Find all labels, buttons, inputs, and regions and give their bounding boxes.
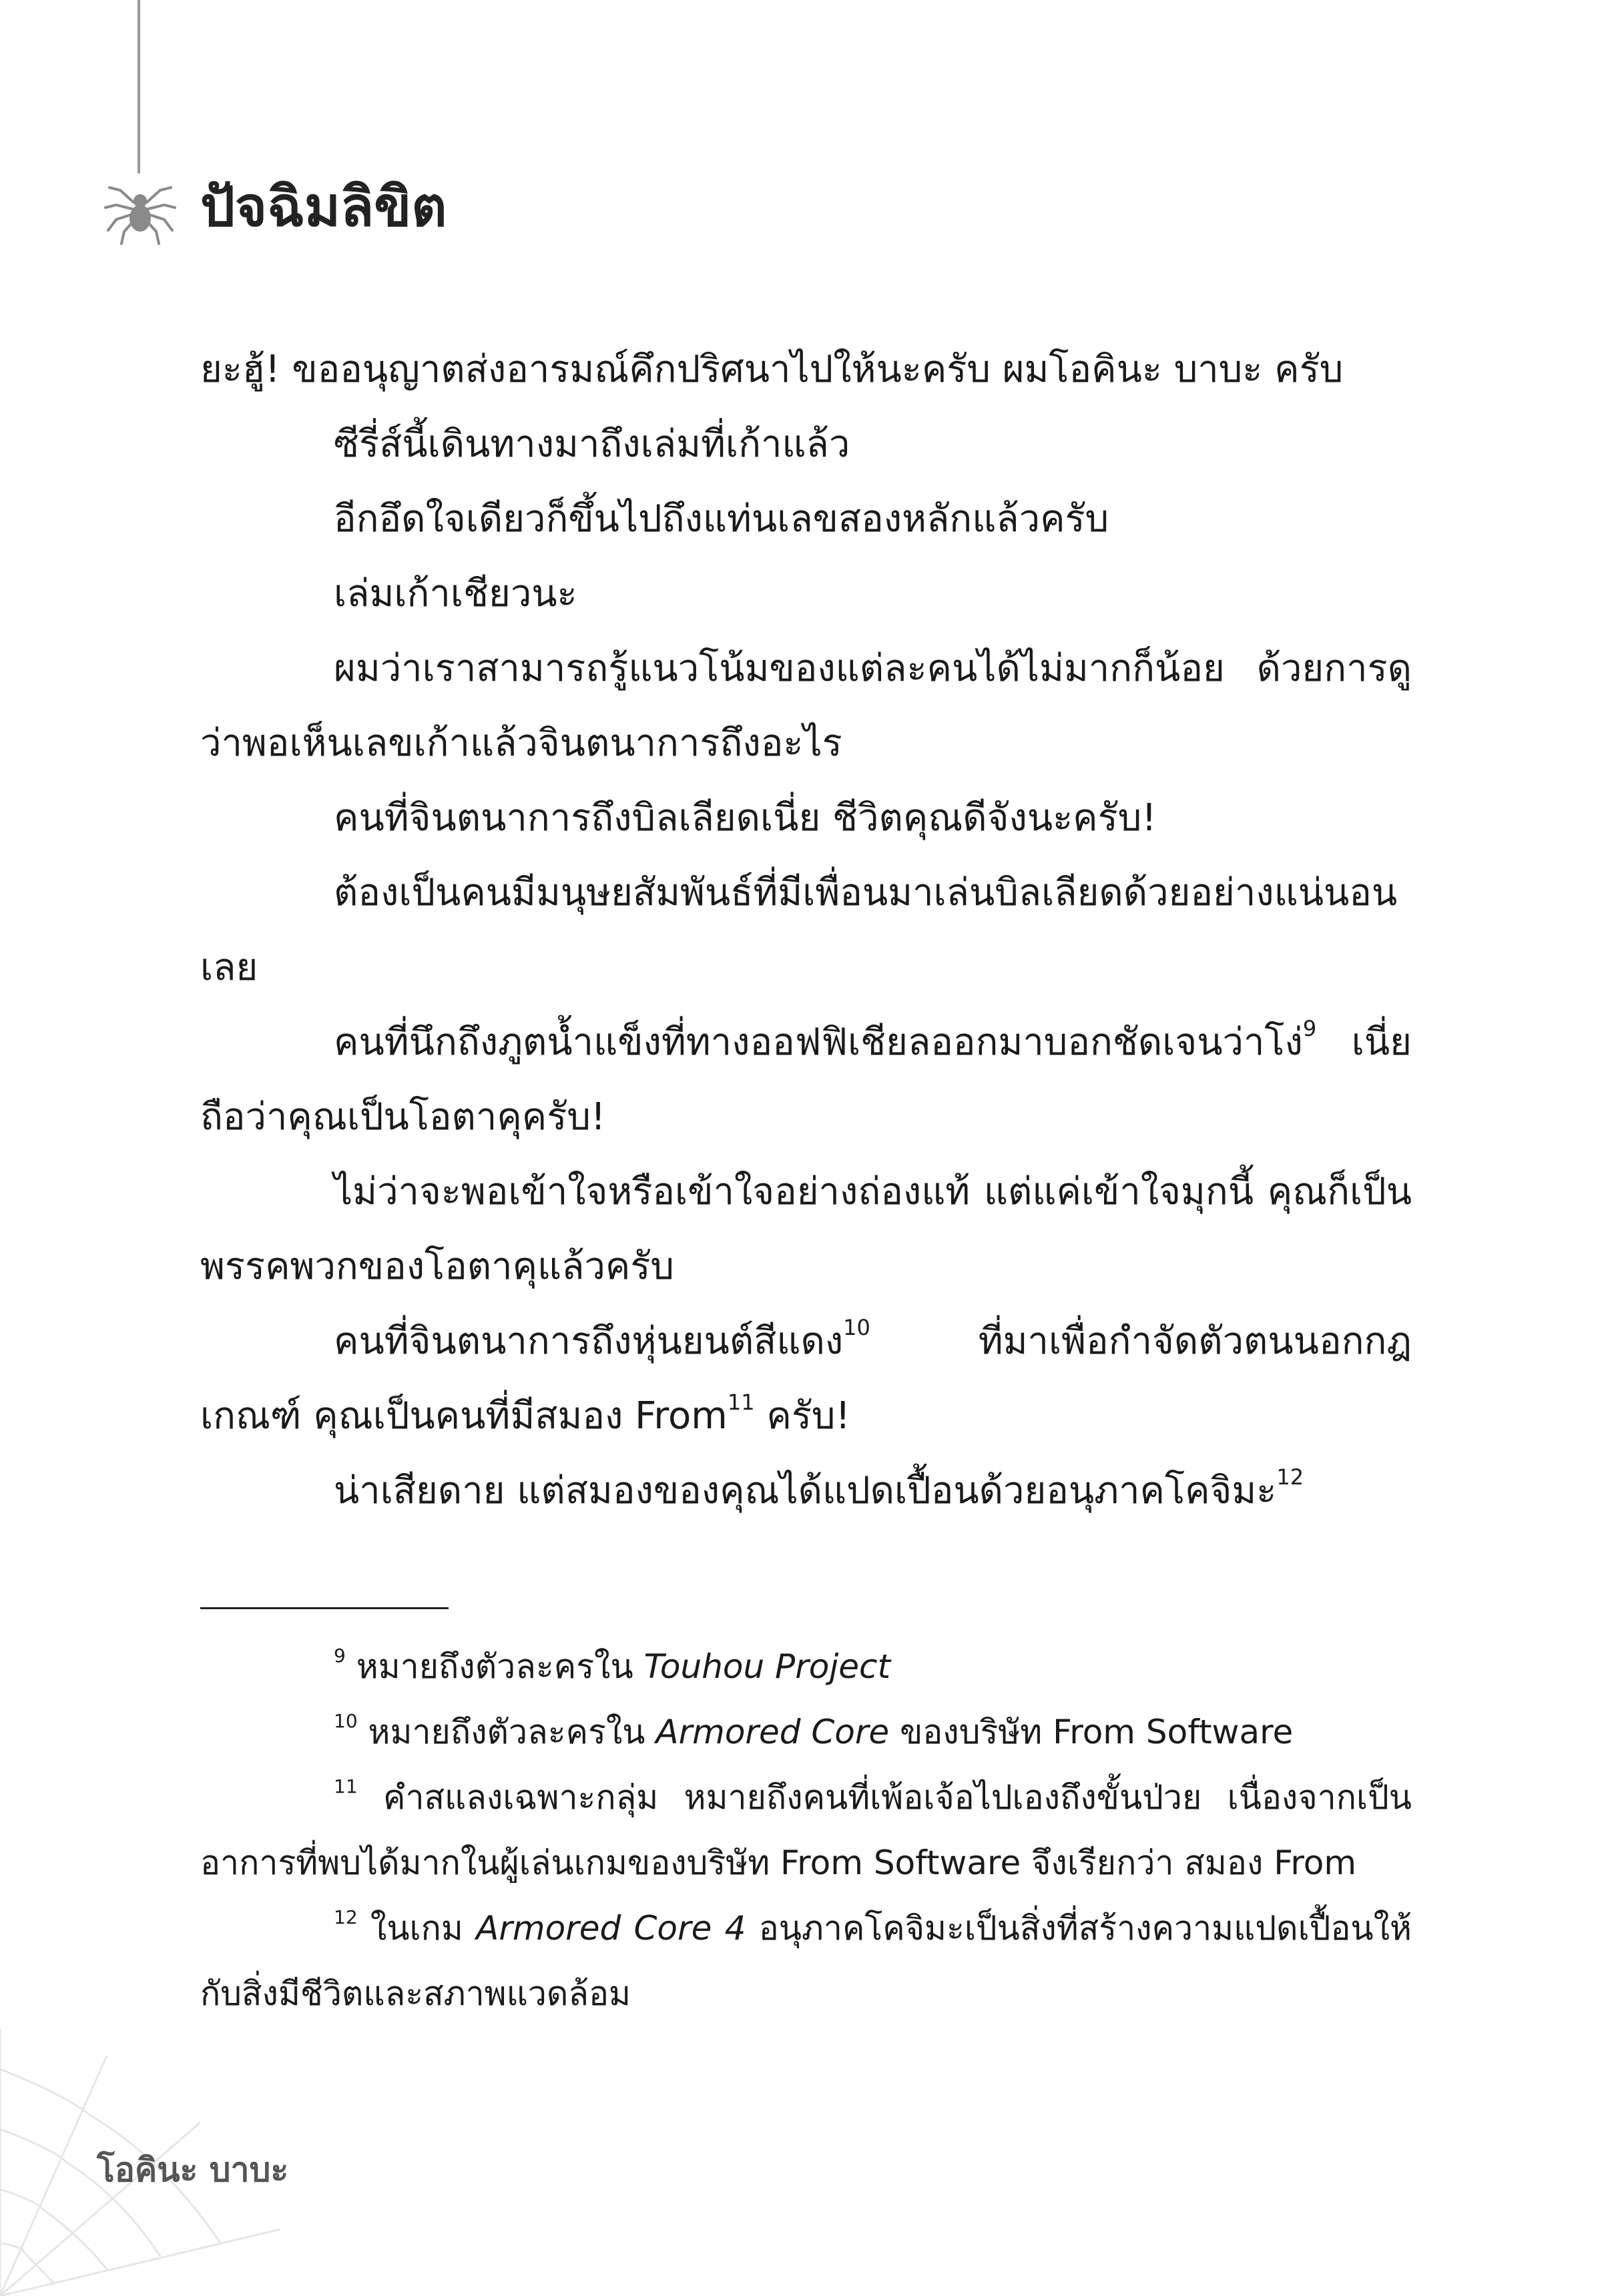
footnote-ref[interactable]: 9 (1302, 1016, 1317, 1041)
footnotes (200, 1634, 1412, 2026)
footnote: $^9$ หมายถึงตัวละครใน Touhou Project (334, 1645, 891, 1686)
footnote: $^{12}$ ในเกม Armored Core 4 อนุภาคโคจิมะเป็นสิ่งที่สร้างความแปดเปื้อนให้กับสิ่งมีชีวิตและสภาพแวดล้อม (200, 1906, 1412, 2013)
footnote: $^{11}$ คำสแลงเฉพาะกลุ่ม หมายถึงคนที่เพ้อเจ้อไปเองถึงขั้นป่วย เนื่องจากเป็นอาการที่พบได้มากในผู้เล่นเกมของบริษัท From Software จึงเรียกว่า สมอง From (200, 1775, 1412, 1882)
footnote-number: 12 (334, 1906, 358, 1928)
footnote-ref[interactable]: 10 (843, 1315, 870, 1340)
paragraph: เล่มเก้าเชียวนะ (334, 572, 577, 615)
paragraph: ผมว่าเราสามารถรู้แนวโน้มของแต่ละคนได้ไม่มากก็น้อย ด้วยการดูว่าพอเห็นเลขเก้าแล้วจินตนาการถึงอะไร (200, 647, 1412, 765)
paragraph: อีกอึดใจเดียวก็ขึ้นไปถึงแท่นเลขสองหลักแล้วครับ (334, 497, 1109, 541)
spider-icon (100, 170, 180, 250)
footnote-number: 11 (334, 1775, 358, 1797)
footnote-number: 10 (334, 1710, 358, 1732)
paragraph: คนที่จินตนาการถึงหุ่นยนต์สีแดง$^{10}$ ที่มาเพื่อกำจัดตัวตนนอกกฎเกณฑ์ คุณเป็นคนที่มีสมอง From$^{11}$ ครับ! (200, 1315, 1412, 1438)
footnote: $^{10}$ หมายถึงตัวละครใน Armored Core ของบริษัท From Software (334, 1710, 1294, 1751)
paragraph: ยะฮู้! ขออนุญาตส่งอารมณ์คึกปริศนาไปให้นะครับ ผมโอคินะ บาบะ ครับ (200, 348, 1344, 391)
body-text (200, 332, 1412, 1528)
spider-thread (138, 0, 140, 174)
paragraph: คนที่นึกถึงภูตน้ำแข็งที่ทางออฟฟิเชียลออกมาบอกชัดเจนว่าโง่$^9$ เนี่ย ถือว่าคุณเป็นโอตาคุครับ! (200, 1016, 1412, 1139)
paragraph: ซีรี่ส์นี้เดินทางมาถึงเล่มที่เก้าแล้ว (334, 422, 850, 466)
chapter-title: ปัจฉิมลิขิต (200, 176, 447, 239)
footnote-ref[interactable]: 11 (727, 1390, 755, 1415)
paragraph: ต้องเป็นคนมีมนุษยสัมพันธ์ที่มีเพื่อนมาเล่นบิลเลียดด้วยอย่างแน่นอนเลย (200, 871, 1398, 989)
running-footer-author: โอคินะ บาบะ (97, 2150, 289, 2189)
footnote-ref[interactable]: 12 (1276, 1464, 1304, 1490)
footnote-divider (200, 1607, 449, 1609)
paragraph: น่าเสียดาย แต่สมองของคุณได้แปดเปื้อนด้วยอนุภาคโคจิมะ$^{12}$ (334, 1464, 1304, 1512)
paragraph: คนที่จินตนาการถึงบิลเลียดเนี่ย ชีวิตคุณดีจังนะครับ! (334, 796, 1157, 840)
paragraph: ไม่ว่าจะพอเข้าใจหรือเข้าใจอย่างถ่องแท้ แต่แค่เข้าใจมุกนี้ คุณก็เป็นพรรคพวกของโอตาคุแล้วครับ (200, 1170, 1412, 1288)
footnote-number: 9 (334, 1645, 346, 1667)
